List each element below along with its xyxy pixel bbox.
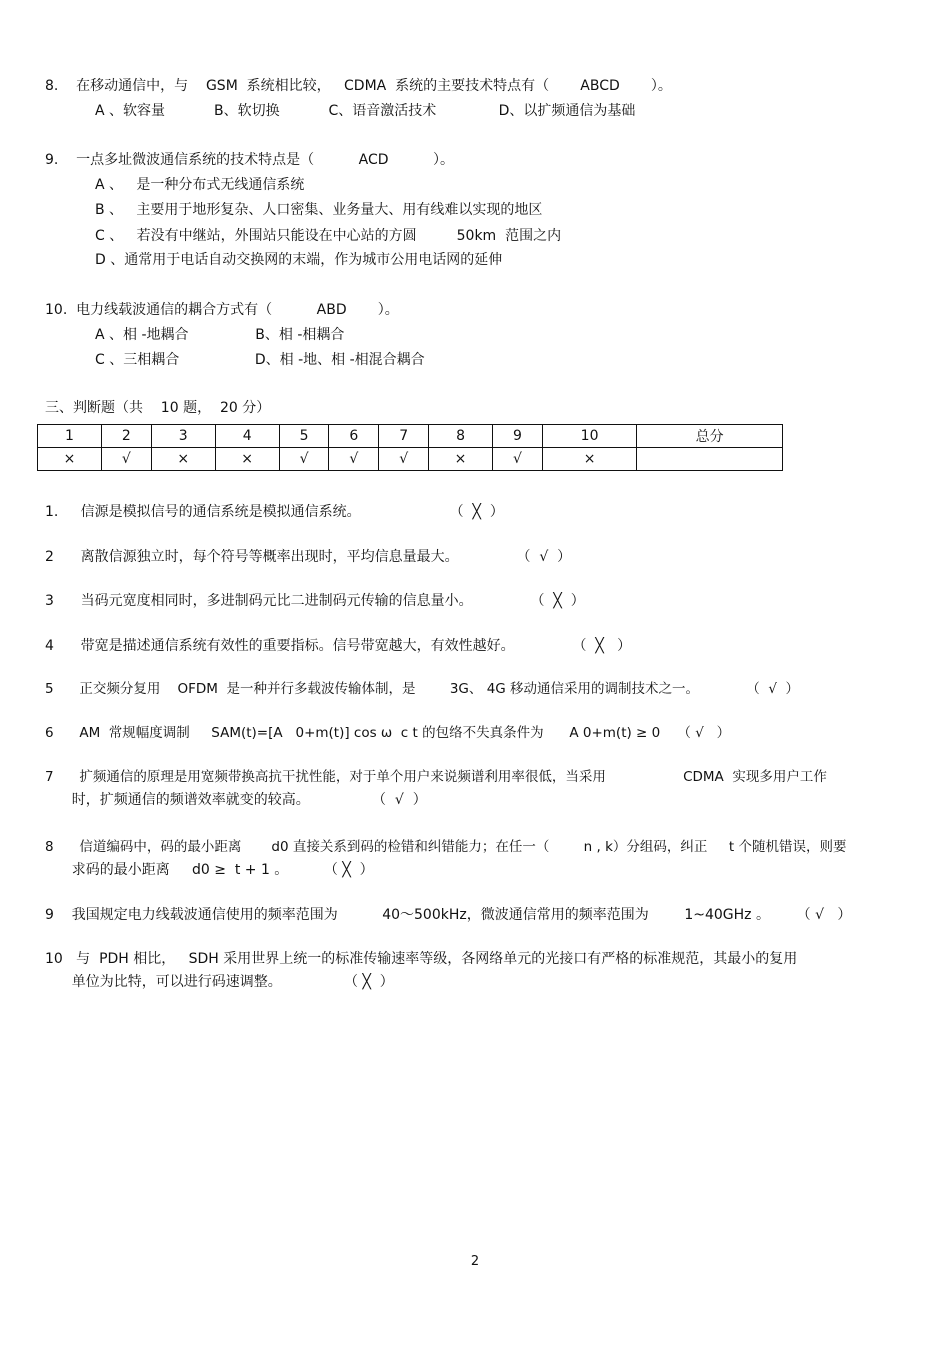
judge-item-10-line2: 单位为比特，可以进行码速调整。 （ ╳ ） [45, 974, 394, 990]
judge-section-title: 三、判断题（共 10 题， 20 分） [45, 400, 271, 416]
judge-item-7-line1: 7 扩频通信的原理是用宽频带换高抗干扰性能，对于单个用户来说频谱利用率很低，当采用 CDMA 实现多用户工作 [45, 769, 827, 785]
answer-cell-total [637, 448, 783, 471]
header-cell: 4 [215, 425, 279, 448]
judge-item-8-line2: 求码的最小距离 d0 ≥ t + 1 。 （ ╳ ） [45, 862, 374, 878]
header-cell: 3 [151, 425, 215, 448]
judge-item-4: 4 带宽是描述通信系统有效性的重要指标。信号带宽越大，有效性越好。 （ ╳ ） [45, 638, 632, 654]
q10-options-row1: A 、相 -地耦合 B、相 -相耦合 [95, 327, 345, 343]
q8-stem: 8. 在移动通信中，与 GSM 系统相比较， CDMA 系统的主要技术特点有（ ABCD ）。 [45, 78, 672, 94]
judge-item-7-line2: 时，扩频通信的频谱效率就变的较高。 （ √ ） [45, 792, 427, 808]
answer-cell: × [151, 448, 215, 471]
answer-cell: √ [329, 448, 379, 471]
header-cell: 9 [493, 425, 543, 448]
header-cell: 5 [279, 425, 329, 448]
q8-options: A 、软容量 B、软切换 C、语音激活技术 D、以扩频通信为基础 [95, 103, 636, 119]
judge-item-8-line1: 8 信道编码中，码的最小距离 d0 直接关系到码的检错和纠错能力；在任一（ n , k）分组码，纠正 t 个随机错误，则要 [45, 839, 847, 855]
answer-cell: √ [493, 448, 543, 471]
header-cell: 10 [542, 425, 637, 448]
judge-item-6: 6 AM 常规幅度调制 SAM(t)=[A 0+m(t)] cos ω c t 的包络不失真条件为 A 0+m(t) ≥ 0 （ √ ） [45, 725, 731, 741]
judge-item-9: 9 我国规定电力线载波通信使用的频率范围为 40～500kHz，微波通信常用的频率范围为 1~40GHz 。 （ √ ） [45, 907, 852, 923]
judge-item-3: 3 当码元宽度相同时，多进制码元比二进制码元传输的信息量小。 （ ╳ ） [45, 593, 585, 609]
answer-cell: × [215, 448, 279, 471]
header-cell-total: 总分 [637, 425, 783, 448]
q9-option-d: D 、通常用于电话自动交换网的末端，作为城市公用电话网的延伸 [95, 252, 503, 268]
q9-stem: 9. 一点多址微波通信系统的技术特点是（ ACD ）。 [45, 152, 455, 168]
judge-item-1: 1. 信源是模拟信号的通信系统是模拟通信系统。 （ ╳ ） [45, 504, 504, 520]
judge-item-2: 2 离散信源独立时，每个符号等概率出现时，平均信息量最大。 （ √ ） [45, 549, 572, 565]
header-cell: 7 [379, 425, 429, 448]
answer-table-answer-row [38, 448, 783, 471]
q10-options-row2: C 、三相耦合 D、相 -地、相 -相混合耦合 [95, 352, 425, 368]
header-cell: 2 [101, 425, 151, 448]
q9-option-c: C 、 若没有中继站，外围站只能设在中心站的方圆 50km 范围之内 [95, 228, 562, 244]
answer-cell: × [429, 448, 493, 471]
answer-cell: × [38, 448, 102, 471]
q9-option-a: A 、 是一种分布式无线通信系统 [95, 177, 305, 193]
header-cell: 6 [329, 425, 379, 448]
header-cell: 8 [429, 425, 493, 448]
page-number: 2 [470, 1254, 480, 1269]
judge-item-5: 5 正交频分复用 OFDM 是一种并行多载波传输体制，是 3G、 4G 移动通信采用的调制技术之一。 （ √ ） [45, 681, 800, 697]
answer-cell: × [542, 448, 637, 471]
answer-cell: √ [379, 448, 429, 471]
header-cell: 1 [38, 425, 102, 448]
judge-item-10-line1: 10 与 PDH 相比， SDH 采用世界上统一的标准传输速率等级，各网络单元的光接口有严格的标准规范，其最小的复用 [45, 951, 798, 967]
q9-option-b: B 、 主要用于地形复杂、人口密集、业务量大、用有线难以实现的地区 [95, 202, 543, 218]
answer-cell: √ [279, 448, 329, 471]
answer-table-header-row [38, 425, 783, 448]
q10-stem: 10. 电力线载波通信的耦合方式有（ ABD ）。 [45, 302, 399, 318]
answer-cell: √ [101, 448, 151, 471]
answer-table [37, 424, 783, 471]
